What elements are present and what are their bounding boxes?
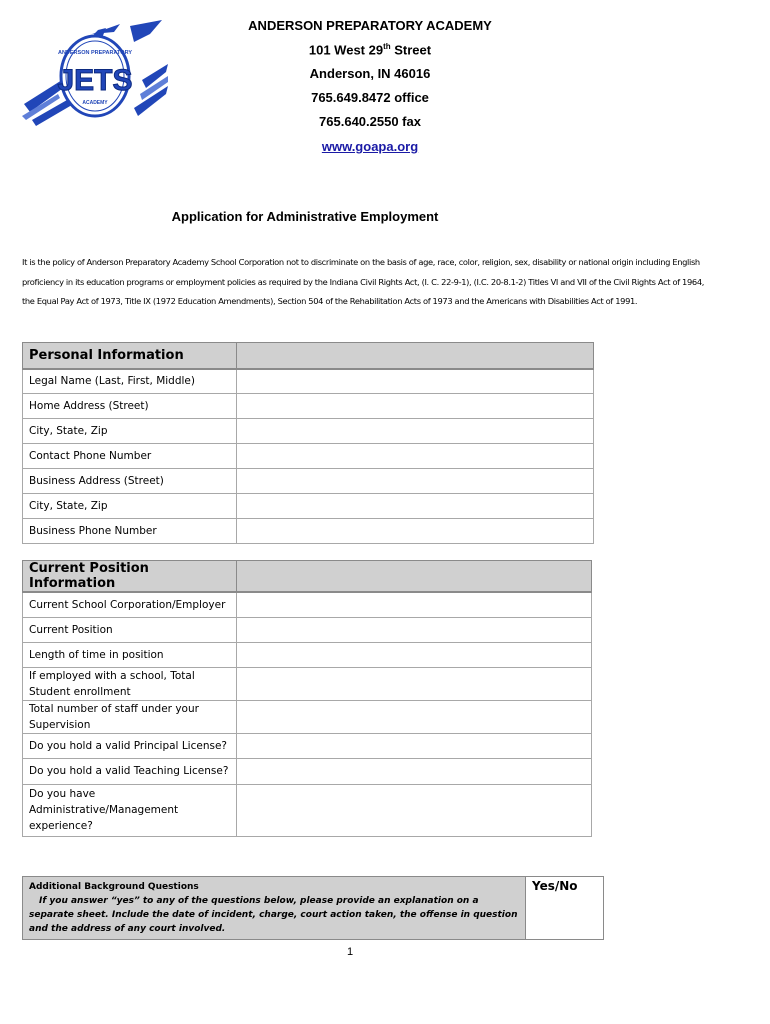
current-position-field[interactable] — [237, 617, 592, 642]
school-name: ANDERSON PREPARATORY ACADEMY — [248, 18, 492, 33]
home-address-field[interactable] — [237, 394, 594, 419]
fax-number: 765.640.2550 fax — [319, 114, 421, 129]
management-experience-field[interactable] — [237, 784, 592, 836]
business-address-field[interactable] — [237, 469, 594, 494]
page-number: 1 — [346, 946, 354, 958]
logo-main-text: JETS — [57, 64, 133, 97]
personal-heading-blank — [237, 343, 594, 369]
contact-phone-field[interactable] — [237, 444, 594, 469]
policy-paragraph: It is the policy of Anderson Preparatory Academy School Corporation not to discriminate on the basis of age, race, color, religion, sex, disability or national origin including English proficiency in its education programs or employment policies as required by the Indiana Civil Rights Act, (I. C. 22-9-1), (I.C. 20-8.1-2) Titles VI and VII of the Civil Rights Act of 1964, the Equal Pay Act of 1973, Title IX (1972 Education Amendments), Section 504 of the Rehabilitation Acts of 1973 and the Americans with Disabilities Act of 1991. — [22, 257, 705, 306]
current-position-heading: Current Position Information — [23, 561, 237, 593]
personal-row-label: Business Phone Number — [23, 519, 237, 544]
current-row-label: Do you hold a valid Principal License? — [23, 733, 237, 758]
current-row-label: Length of time in position — [23, 642, 237, 667]
personal-row-label: Legal Name (Last, First, Middle) — [23, 369, 237, 394]
background-instructions: If you answer “yes” to any of the questions below, please provide an explanation on a separate sheet. Include the date of incident, charge, court action taken, the offense in question and the address of any court involved. — [29, 896, 518, 934]
current-position-table — [22, 560, 592, 837]
background-questions-cell — [23, 877, 526, 940]
time-in-position-field[interactable] — [237, 642, 592, 667]
personal-row-label: Contact Phone Number — [23, 444, 237, 469]
personal-information-table — [22, 342, 594, 544]
legal-name-field[interactable] — [237, 369, 594, 394]
personal-row-label: Business Address (Street) — [23, 469, 237, 494]
current-row-label: Current Position — [23, 617, 237, 642]
logo-top-text: ANDERSON PREPARATORY — [57, 50, 133, 56]
current-row-label: If employed with a school, Total Student enrollment — [23, 667, 237, 700]
street-address: 101 West 29th Street — [308, 42, 432, 58]
personal-information-heading: Personal Information — [23, 343, 237, 369]
background-heading: Additional Background Questions — [29, 882, 199, 892]
teaching-license-field[interactable] — [237, 758, 592, 784]
yes-no-header: Yes/No — [526, 877, 604, 940]
current-row-label: Do you have Administrative/Management experience? — [23, 784, 237, 836]
business-phone-field[interactable] — [237, 519, 594, 544]
page-title: Application for Administrative Employment — [171, 209, 439, 224]
current-row-label: Current School Corporation/Employer — [23, 592, 237, 617]
personal-row-label: City, State, Zip — [23, 494, 237, 519]
current-employer-field[interactable] — [237, 592, 592, 617]
website-link[interactable]: www.goapa.org — [321, 139, 419, 154]
current-row-label: Total number of staff under your Supervision — [23, 700, 237, 733]
business-city-state-zip-field[interactable] — [237, 494, 594, 519]
staff-supervised-field[interactable] — [237, 700, 592, 733]
current-row-label: Do you hold a valid Teaching License? — [23, 758, 237, 784]
current-heading-blank — [237, 561, 592, 593]
city-line: Anderson, IN 46016 — [309, 66, 431, 81]
personal-row-label: Home Address (Street) — [23, 394, 237, 419]
principal-license-field[interactable] — [237, 733, 592, 758]
student-enrollment-field[interactable] — [237, 667, 592, 700]
home-city-state-zip-field[interactable] — [237, 419, 594, 444]
logo-bottom-text: ACADEMY — [82, 100, 108, 106]
jets-logo — [22, 20, 168, 128]
background-questions-table — [22, 876, 604, 940]
personal-row-label: City, State, Zip — [23, 419, 237, 444]
office-phone: 765.649.8472 office — [311, 90, 429, 105]
